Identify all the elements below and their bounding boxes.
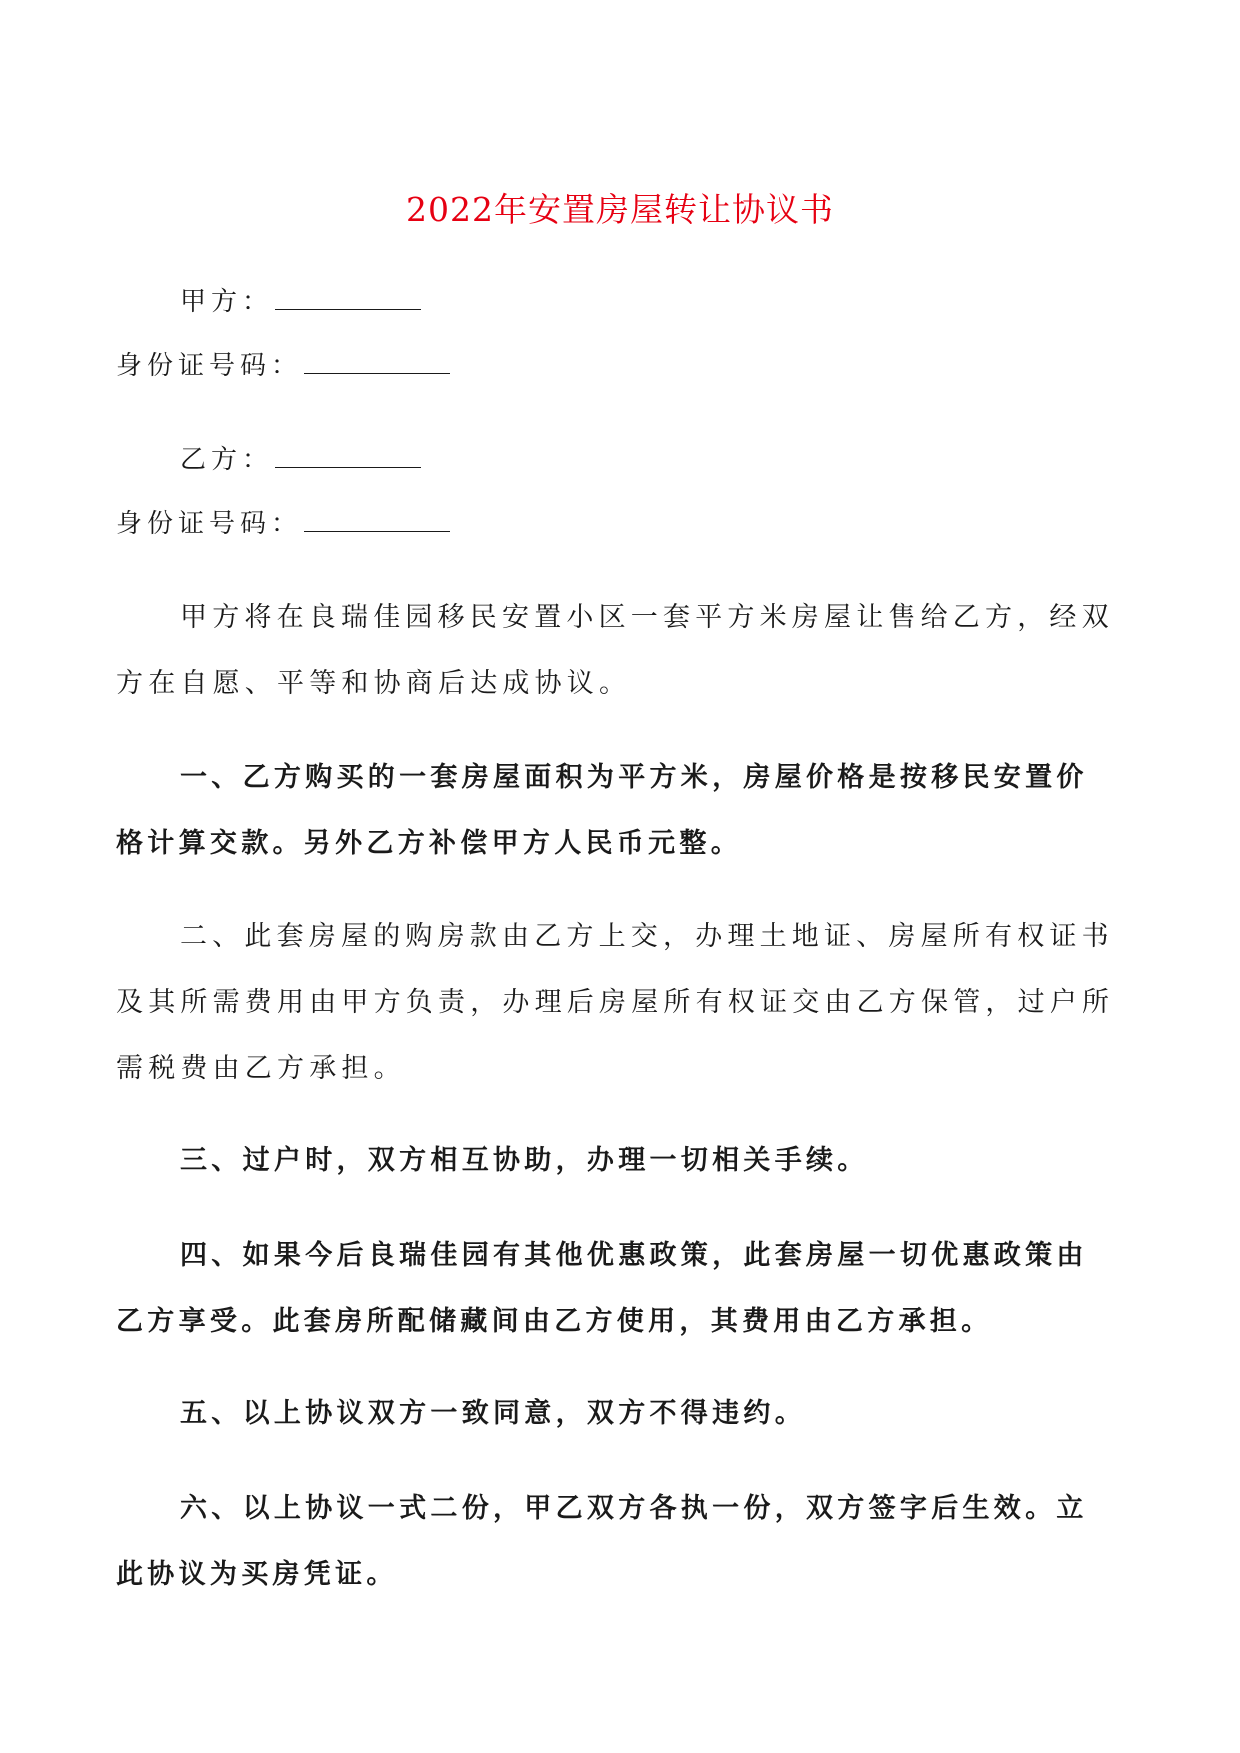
clause-2: 二、此套房屋的购房款由乙方上交，办理土地证、房屋所有权证书及其所需费用由甲方负责，办理后房屋所有权证交由乙方保管，过户所需税费由乙方承担。 — [116, 921, 1115, 1084]
party-a-id-blank — [304, 351, 450, 374]
party-b-id-field — [116, 506, 450, 542]
party-b-id-label: 身份证号码： — [116, 509, 303, 539]
clause-3: 三、过户时，双方相互协助，办理一切相关手续。 — [180, 1145, 869, 1176]
party-b-id-blank — [304, 509, 450, 532]
party-a-id-field — [116, 348, 450, 384]
party-a-blank — [275, 287, 421, 310]
party-b-label: 乙方： — [180, 445, 274, 475]
intro-paragraph: 甲方将在良瑞佳园移民安置小区一套平方米房屋让售给乙方，经双方在自愿、平等和协商后达成协议。 — [116, 602, 1114, 699]
party-a-label: 甲方： — [180, 287, 274, 317]
document-title: 2022年安置房屋转让协议书 — [406, 190, 834, 229]
clause-5: 五、以上协议双方一致同意，双方不得违约。 — [180, 1398, 806, 1429]
clause-1: 一、乙方购买的一套房屋面积为平方米，房屋价格是按移民安置价格计算交款。另外乙方补偿甲方人民币元整。 — [116, 762, 1088, 859]
clause-6: 六、以上协议一式二份，甲乙双方各执一份，双方签字后生效。立此协议为买房凭证。 — [116, 1493, 1088, 1590]
party-a-field — [180, 284, 421, 320]
party-b-field — [180, 442, 421, 478]
clause-4: 四、如果今后良瑞佳园有其他优惠政策，此套房屋一切优惠政策由乙方享受。此套房所配储藏间由乙方使用，其费用由乙方承担。 — [116, 1240, 1088, 1337]
party-b-blank — [275, 445, 421, 468]
party-a-id-label: 身份证号码： — [116, 351, 303, 381]
